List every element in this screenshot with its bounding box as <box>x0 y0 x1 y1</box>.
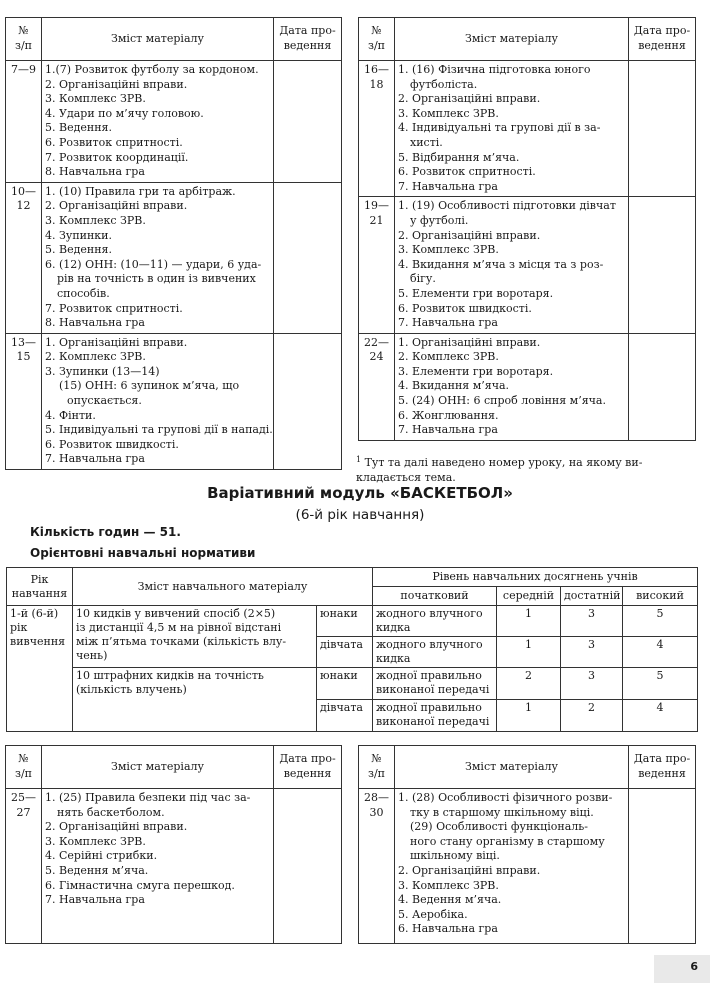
lesson-content <box>395 197 629 333</box>
content-line: футболіста. <box>410 77 478 91</box>
lesson-content <box>42 61 274 183</box>
content-line: 6. Гімнастична смуга перешкод. <box>45 878 235 892</box>
level-middle: 1 <box>497 700 561 732</box>
gender-girls: дівчата <box>317 700 373 732</box>
lesson-row <box>359 789 696 944</box>
content-line: 3. Комплекс ЗРВ. <box>398 106 499 120</box>
lesson-row <box>359 197 696 333</box>
level-sufficient: 3 <box>561 637 623 668</box>
content-line: (29) Особливості функціональ- <box>410 820 588 834</box>
content-line: 7. Навчальна гра <box>45 452 145 466</box>
content-line: бігу. <box>410 272 436 286</box>
content-line: 7. Розвиток координації. <box>45 150 189 164</box>
page-number: 6 <box>654 955 710 983</box>
exercise-1: 10 кидків у вивчений спосіб (2×5) із дистанції 4,5 м на рівної відстані між п’ятьма точками (кількість влу- чень) <box>73 606 317 668</box>
content-line: 6. Навчальна гра <box>398 922 498 936</box>
content-line: 3. Комплекс ЗРВ. <box>45 92 146 106</box>
header-content: Зміст матеріалу <box>42 746 274 789</box>
content-line: 4. Вкидання м’яча з місця та з роз- <box>398 257 604 271</box>
header-content: Зміст матеріалу <box>42 18 274 61</box>
level-initial: жодної правильно виконаної передачі <box>373 700 497 732</box>
lesson-date <box>274 182 342 333</box>
content-line: 5. Ведення. <box>45 243 112 257</box>
year-cell: 1-й (6-й) рік вивчення <box>7 606 73 732</box>
footnote-mark: 1 <box>356 455 362 464</box>
content-line: 2. Організаційні вправи. <box>398 863 541 877</box>
section-subtitle: (6-й рік навчання) <box>295 507 425 523</box>
content-line: 6. Розвиток спритності. <box>398 165 536 179</box>
content-line: тку в старшому шкільному віці. <box>410 805 594 819</box>
lesson-content <box>42 789 274 944</box>
header-date: Дата про- ведення <box>629 18 696 61</box>
level-initial: жодного влучного кидка <box>373 637 497 668</box>
content-line: 2. Організаційні вправи. <box>45 199 188 213</box>
content-line: 2. Комплекс ЗРВ. <box>45 350 146 364</box>
header-date: Дата про- ведення <box>274 18 342 61</box>
content-line: 1. (28) Особливості фізичного розви- <box>398 791 613 804</box>
content-line: 7. Розвиток спритності. <box>45 301 183 315</box>
lesson-row <box>359 61 696 197</box>
level-high: 5 <box>623 606 698 637</box>
content-line: 5. Елементи гри воротаря. <box>398 286 554 300</box>
lesson-content <box>395 789 629 944</box>
gender-boys: юнаки <box>317 606 373 637</box>
norms-title: Орієнтовні навчальні нормативи <box>30 546 256 560</box>
header-date: Дата про- ведення <box>629 746 696 789</box>
lesson-number: 22— 24 <box>359 333 395 440</box>
lesson-number: 28— 30 <box>359 789 395 944</box>
lesson-date <box>629 61 696 197</box>
content-line: 8. Навчальна гра <box>45 165 145 179</box>
content-line: 3. Комплекс ЗРВ. <box>398 878 499 892</box>
content-line: 4. Удари по м’ячу головою. <box>45 106 204 120</box>
lesson-content <box>395 333 629 440</box>
content-line: 1. (19) Особливості підготовки дівчат <box>398 199 616 213</box>
content-line: 4. Вкидання м’яча. <box>398 379 510 393</box>
lesson-table-2 <box>358 17 696 441</box>
lesson-row <box>6 61 342 183</box>
lesson-row <box>6 182 342 333</box>
lesson-number: 13— 15 <box>6 333 42 469</box>
level-sufficient: 2 <box>561 700 623 732</box>
level-sufficient: 3 <box>561 668 623 700</box>
lesson-date <box>629 333 696 440</box>
content-line: 8. Навчальна гра <box>45 316 145 330</box>
content-line: 6. Розвиток швидкості. <box>45 437 179 451</box>
content-line: 1.(7) Розвиток футболу за кордоном. <box>45 63 259 76</box>
content-line: 2. Організаційні вправи. <box>398 92 541 106</box>
content-line: 7. Навчальна гра <box>398 316 498 330</box>
lesson-row <box>359 333 696 440</box>
content-line: 6. (12) ОНН: (10—11) — удари, 6 уда- <box>45 257 262 271</box>
lesson-number: 7—9 <box>6 61 42 183</box>
lesson-date <box>629 789 696 944</box>
level-middle: 2 <box>497 668 561 700</box>
content-line: 4. Фінти. <box>45 408 96 422</box>
content-line: 6. Розвиток спритності. <box>45 135 183 149</box>
header-content: Зміст матеріалу <box>395 746 629 789</box>
header-level: Рівень навчальних досягнень учнів <box>373 568 698 587</box>
content-line: 2. Організаційні вправи. <box>398 228 541 242</box>
lesson-content <box>395 61 629 197</box>
header-level-high: високий <box>623 587 698 606</box>
content-line: 2. Організаційні вправи. <box>45 77 188 91</box>
content-line: 1. (16) Фізична підготовка юного <box>398 63 591 76</box>
lesson-content <box>42 333 274 469</box>
gender-boys: юнаки <box>317 668 373 700</box>
content-line: 1. (10) Правила гри та арбітраж. <box>45 184 236 198</box>
content-line: 4. Зупинки. <box>45 228 113 242</box>
content-line: 3. Комплекс ЗРВ. <box>398 243 499 257</box>
lesson-content <box>42 182 274 333</box>
content-line: 3. Зупинки (13—14) <box>45 364 160 378</box>
level-high: 4 <box>623 700 698 732</box>
header-number: № з/п <box>6 746 42 789</box>
content-line: 1. Організаційні вправи. <box>45 335 188 349</box>
content-line: 4. Ведення м’яча. <box>398 893 502 907</box>
level-initial: жодного влучного кидка <box>373 606 497 637</box>
lesson-table-4 <box>358 745 696 944</box>
lesson-table-1 <box>5 17 342 470</box>
content-line: шкільному віці. <box>410 849 500 863</box>
level-initial: жодної правильно виконаної передачі <box>373 668 497 700</box>
header-number: № з/п <box>6 18 42 61</box>
lesson-date <box>629 197 696 333</box>
content-line: 5. Ведення м’яча. <box>45 863 149 877</box>
gender-girls: дівчата <box>317 637 373 668</box>
content-line: 5. Відбирання м’яча. <box>398 150 520 164</box>
hours-count: Кількість годин — 51. <box>30 525 181 539</box>
exercise-2: 10 штрафних кидків на точність (кількість влучень) <box>73 668 317 732</box>
level-high: 4 <box>623 637 698 668</box>
norms-table <box>6 567 698 732</box>
header-number: № з/п <box>359 18 395 61</box>
content-line: у футболі. <box>410 213 469 227</box>
lesson-number: 19— 21 <box>359 197 395 333</box>
content-line: хисті. <box>410 135 443 149</box>
level-middle: 1 <box>497 606 561 637</box>
content-line: 6. Жонглювання. <box>398 408 499 422</box>
level-sufficient: 3 <box>561 606 623 637</box>
footnote-line-2: кладається тема. <box>356 471 456 484</box>
header-date: Дата про- ведення <box>274 746 342 789</box>
header-level-initial: початковий <box>373 587 497 606</box>
lesson-date <box>274 789 342 944</box>
lesson-row <box>6 333 342 469</box>
section-title: Варіативний модуль «БАСКЕТБОЛ» <box>207 484 513 502</box>
content-line: 5. Ведення. <box>45 121 112 135</box>
lesson-number: 16— 18 <box>359 61 395 197</box>
lesson-table-3 <box>5 745 342 944</box>
content-line: 1. Організаційні вправи. <box>398 335 541 349</box>
content-line: (15) ОНН: 6 зупинок м’яча, що <box>59 379 240 393</box>
content-line: 4. Серійні стрибки. <box>45 849 158 863</box>
level-high: 5 <box>623 668 698 700</box>
header-year: Рік навчання <box>7 568 73 606</box>
content-line: 3. Елементи гри воротаря. <box>398 364 554 378</box>
header-content: Зміст матеріалу <box>395 18 629 61</box>
content-line: 5. Аеробіка. <box>398 907 468 921</box>
content-line: 3. Комплекс ЗРВ. <box>45 834 146 848</box>
content-line: 7. Навчальна гра <box>398 179 498 193</box>
content-line: 3. Комплекс ЗРВ. <box>45 213 146 227</box>
header-level-sufficient: достатній <box>561 587 623 606</box>
content-line: рів на точність в один із вивчених <box>57 272 256 286</box>
content-line: 7. Навчальна гра <box>398 423 498 437</box>
content-line: 6. Розвиток швидкості. <box>398 301 532 315</box>
lesson-number: 10— 12 <box>6 182 42 333</box>
header-level-middle: середній <box>497 587 561 606</box>
header-material: Зміст навчального матеріалу <box>73 568 373 606</box>
lesson-row <box>6 789 342 944</box>
content-line: ного стану організму в старшому <box>410 834 605 848</box>
content-line: 2. Комплекс ЗРВ. <box>398 350 499 364</box>
level-middle: 1 <box>497 637 561 668</box>
content-line: 7. Навчальна гра <box>45 893 145 907</box>
footnote <box>356 452 698 485</box>
content-line: способів. <box>57 286 110 300</box>
content-line: опускається. <box>67 394 142 408</box>
content-line: 2. Організаційні вправи. <box>45 820 188 834</box>
lesson-number: 25— 27 <box>6 789 42 944</box>
content-line: 1. (25) Правила безпеки під час за- <box>45 791 251 804</box>
lesson-date <box>274 333 342 469</box>
content-line: 5. Індивідуальні та групові дії в нападі. <box>45 423 273 437</box>
content-line: нять баскетболом. <box>57 805 165 819</box>
lesson-date <box>274 61 342 183</box>
footnote-line-1: Тут та далі наведено номер уроку, на якому ви- <box>361 456 643 469</box>
content-line: 5. (24) ОНН: 6 спроб ловіння м’яча. <box>398 394 606 408</box>
header-number: № з/п <box>359 746 395 789</box>
content-line: 4. Індивідуальні та групові дії в за- <box>398 121 601 135</box>
